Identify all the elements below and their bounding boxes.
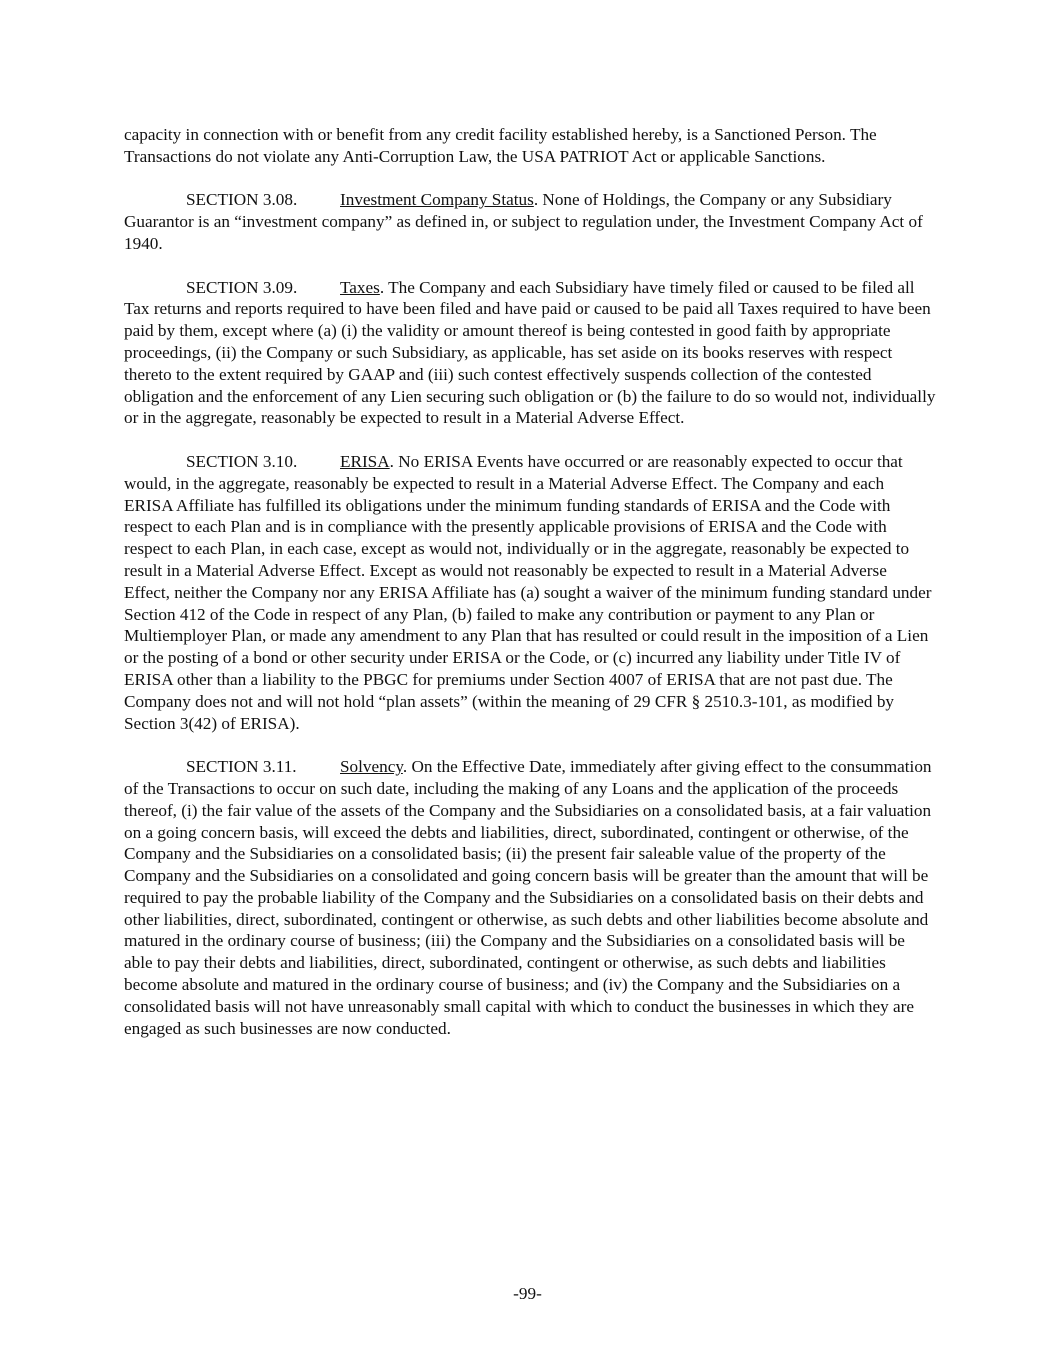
- section-number: SECTION 3.10.: [186, 451, 298, 471]
- section-body: . None of Holdings, the Company or any Subsidiary Guarantor is an “investment company” as defined in, or subject to regulation under, the Investment Company Act of 1940.: [124, 190, 923, 253]
- section-title: ERISA: [340, 451, 390, 471]
- section-3-10: [124, 451, 936, 734]
- section-3-11: [124, 756, 936, 1039]
- section-number: SECTION 3.09.: [186, 277, 298, 297]
- section-title: Solvency: [340, 757, 403, 777]
- section-title: Investment Company Status: [340, 190, 534, 210]
- section-3-09: [124, 277, 936, 430]
- section-title: Taxes: [340, 277, 380, 297]
- section-body: . No ERISA Events have occurred or are reasonably expected to occur that would, in the aggregate, reasonably be expected to result in a Material Adverse Effect. The Company and each ERISA Affiliate has fulfilled its obligations under the minimum funding standards of ERISA and the Code with respect to each Plan and is in compliance with the presently applicable provisions of ERISA and the Code with respect to each Plan, in each case, except as would not, individually or in the aggregate, reasonably be expected to result in a Material Adverse Effect. Except as would not reasonably be expected to result in a Material Adverse Effect, neither the Company nor any ERISA Affiliate has (a) sought a waiver of the minimum funding standard under Section 412 of the Code in respect of any Plan, (b) failed to make any contribution or payment to any Plan or Multiemployer Plan, or made any amendment to any Plan that has resulted or could result in the imposition of a Lien or the posting of a bond or other security under ERISA or the Code, or (c) incurred any liability under Title IV of ERISA other than a liability to the PBGC for premiums under Section 4007 of ERISA that are not past due. The Company does not and will not hold “plan assets” (within the meaning of 29 CFR § 2510.3-101, as modified by Section 3(42) of ERISA).: [124, 451, 932, 733]
- section-number: SECTION 3.11.: [186, 757, 297, 777]
- section-body: . On the Effective Date, immediately after giving effect to the consummation of the Transactions to occur on such date, including the making of any Loans and the application of the proceeds thereof, (i) the fair value of the assets of the Company and the Subsidiaries on a consolidated basis, at a fair valuation on a going concern basis, will exceed the debts and liabilities, direct, subordinated, contingent or otherwise, of the Company and the Subsidiaries on a consolidated basis; (ii) the present fair saleable value of the property of the Company and the Subsidiaries on a consolidated and going concern basis will be greater than the amount that will be required to pay the probable liability of the Company and the Subsidiaries on a consolidated basis on their debts and other liabilities, direct, subordinated, contingent or otherwise, as such debts and other liabilities become absolute and matured in the ordinary course of business; (iii) the Company and the Subsidiaries on a consolidated basis will be able to pay their debts and liabilities, direct, subordinated, contingent or otherwise, as such debts and liabilities become absolute and matured in the ordinary course of business; and (iv) the Company and the Subsidiaries on a consolidated basis will not have unreasonably small capital with which to conduct the businesses in which they are engaged as such businesses are now conducted.: [124, 757, 932, 1038]
- document-page: [124, 124, 936, 1061]
- section-body: . The Company and each Subsidiary have timely filed or caused to be filed all Tax returns and reports required to have been filed and have paid or caused to be paid all Taxes required to have been paid by them, except where (a) (i) the validity or amount thereof is being contested in good faith by appropriate proceedings, (ii) the Company or such Subsidiary, as applicable, has set aside on its books reserves with respect thereto to the extent required by GAAP and (iii) such contest effectively suspends collection of the contested obligation and the enforcement of any Lien securing such obligation or (b) the failure to do so would not, individually or in the aggregate, reasonably be expected to result in a Material Adverse Effect.: [124, 277, 936, 428]
- page-number: -99-: [513, 1284, 542, 1303]
- section-3-08: [124, 189, 936, 254]
- continuation-paragraph: capacity in connection with or benefit from any credit facility established hereby, is a Sanctioned Person. The Transactions do not violate any Anti-Corruption Law, the USA PATRIOT Act or applicable Sanctions.: [124, 125, 877, 166]
- section-number: SECTION 3.08.: [186, 190, 298, 210]
